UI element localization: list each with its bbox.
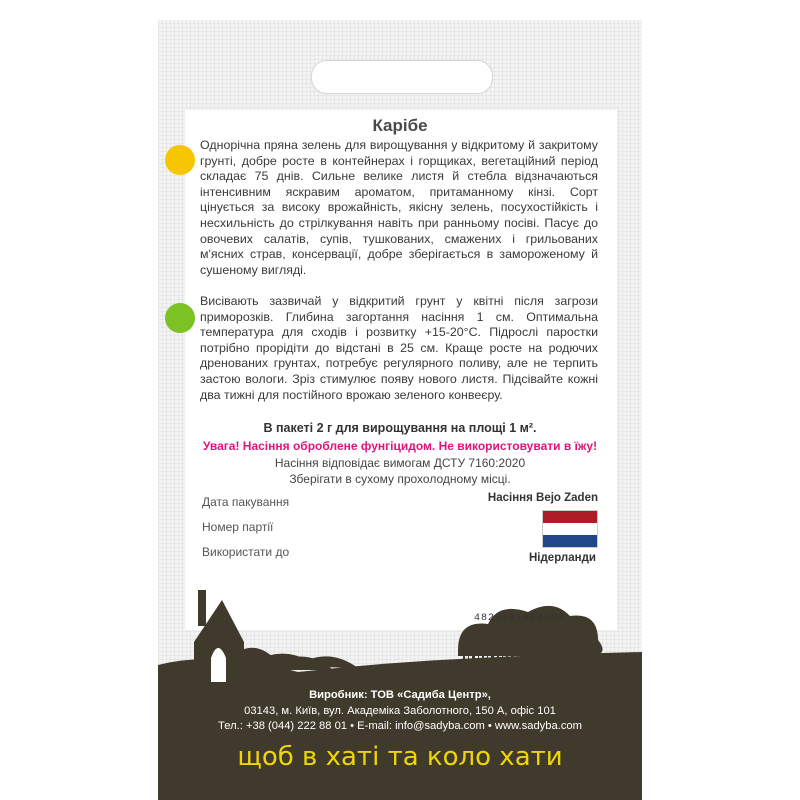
compliance-info [158,456,642,487]
description-text: Однорічна пряна зелень для вирощування у відкритому й закритому грунті, добре росте в контейнерах і горщиках, вегетаційний період складає 75 днів. Сильне велике листя й стебла відзначаються інтенсивним яскравим ароматом, притаманному кінзі. Сорт цінується за високу врожайність, якісну зелень, посухостійкість і несхильність до стрілкування навіть при ранньому посіві. Пасує до овочевих салатів, супів, тушкованих, смажених і грильованих м'ясних страв, консервації, добре зберігається в замороженому й сушеному вигляді. [200,138,598,277]
batch-number-label: Номер партії [202,520,274,534]
netherlands-flag-icon [542,510,598,548]
hang-hole [311,60,493,94]
seed-brand: Насіння Bejo Zaden [487,492,598,504]
barcode-number: 4823111403289 [474,613,566,624]
use-by-label: Використати до [202,545,290,559]
manufacturer-info [158,688,642,735]
yellow-dot-icon [165,145,195,175]
seed-packet-back [158,20,642,800]
cultivation-text: Висівають зазвичай у відкритий грунт у квітні після загрози приморозків. Глибина загортання насіння 1 см. Оптимальна температура для сходів і розвитку +15-20°С. Підрослі паростки потрібно прорідіти до відстані в 25 см. Краще росте на родючих дренованих грунтах, потребує регулярного поливу, але не терпить застою вологи. Зріз стимулює появу нового листя. Підсівайте кожні два тижні для постійного врожаю зеленого конвеєру. [200,294,598,402]
manufacturer-name: Виробник: ТОВ «Садиба Центр», [309,689,491,701]
country-of-origin: Нідерланди [529,552,596,564]
packing-date-label: Дата пакування [202,495,290,509]
manufacturer-contacts: Тел.: +38 (044) 222 88 01 • E-mail: info@sadyba.com • www.sadyba.com [218,720,582,732]
storage-text: Зберігати в сухому прохолодному місці. [289,471,511,486]
packet-weight: В пакеті 2 г для вирощування на площі 1 м². [263,421,537,435]
slogan: щоб в хаті та коло хати [237,742,563,772]
product-title: Карібе [372,116,428,135]
fungicide-warning: Увага! Насіння оброблене фунгіцидом. Не використовувати в їжу! [202,439,598,453]
manufacturer-address: 03143, м. Київ, вул. Академіка Заболотного, 150 А, офіс 101 [244,704,556,717]
green-dot-icon [165,303,195,333]
standard-text: Насіння відповідає вимогам ДСТУ 7160:2020 [274,456,526,470]
